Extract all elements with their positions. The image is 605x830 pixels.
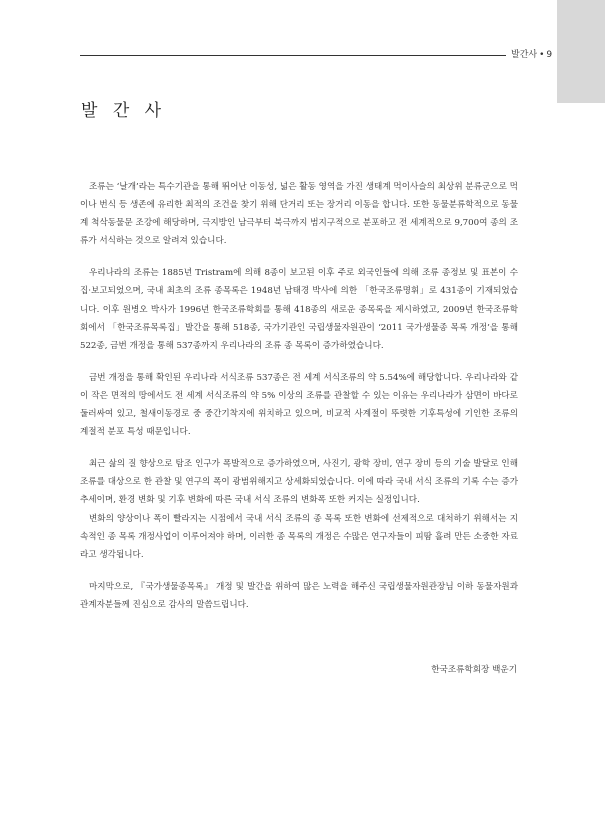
running-head (511, 47, 561, 60)
running-head-separator: • (539, 50, 545, 60)
paragraph-6: 마지막으로, 『국가생물종목록』 개정 및 발간을 위하여 많은 노력을 해주신 국립생물자원관장님 이하 동물자원과 관계자분들께 진심으로 감사의 말씀드립니다. (80, 581, 518, 610)
page-number: 9 (546, 50, 553, 60)
side-tab (557, 0, 605, 103)
paragraph-3: 금번 개정을 통해 확인된 우리나라 서식조류 537종은 전 세계 서식조류의 약 5.54%에 해당합니다. 우리나라와 같이 작은 면적의 땅에서도 전 세계 서식조류의 약 5% 이상의 조류를 관찰할 수 있는 이유는 우리나라가 삼면이 바다로 둘러싸여 있고, 철새이동경로 중 중간기착지에 위치하고 있으며, 비교적 사계절이 뚜렷한 기후특성에 기인한 조류의 계절적 분포 특성 때문입니다. (80, 372, 518, 438)
header-rule (80, 55, 506, 56)
body-text (80, 178, 518, 628)
paragraph-5: 변화의 양상이나 폭이 빨라지는 시점에서 국내 서식 조류의 종 목록 또한 변화에 선제적으로 대처하기 위해서는 지속적인 종 목록 개정사업이 이루어져야 하며, 이러한 종 목록의 개정은 수많은 연구자들이 피땀 흘려 만든 소중한 자료라고 생각됩니다. (80, 513, 518, 560)
paragraph-4: 최근 삶의 질 향상으로 탐조 인구가 폭발적으로 증가하였으며, 사진기, 광학 장비, 연구 장비 등의 기술 발달로 인해 조류를 대상으로 한 관찰 및 연구의 폭이 광범위해지고 상세화되었습니다. 이에 따라 국내 서식 조류의 기록 수는 증가 추세이며, 환경 변화 및 기후 변화에 따른 국내 서식 조류의 변화폭 또한 커지는 실정입니다. (80, 459, 518, 506)
running-head-section: 발간사 (511, 50, 538, 60)
paragraph-1: 조류는 ‘날개’라는 특수기관을 통해 뛰어난 이동성, 넓은 활동 영역을 가진 생태계 먹이사슬의 최상위 분류군으로 먹이나 번식 등 생존에 유리한 최적의 조건을 찾기 위해 단거리 또는 장거리 이동을 합니다. 또한 동물분류학적으로 동물계 척삭동물문 조강에 해당하며, 극지방인 남극부터 북극까지 범지구적으로 분포하고 전 세계적으로 9,700여 종의 조류가 서식하는 것으로 알려져 있습니다. (80, 182, 518, 247)
signature: 한국조류학회장 백운기 (431, 665, 517, 675)
page-title: 발 간 사 (81, 101, 167, 121)
paragraph-2: 우리나라의 조류는 1885년 Tristram에 의해 8종이 보고된 이후 주로 외국인들에 의해 조류 종정보 및 표본이 수집·보고되었으며, 국내 최초의 조류 종목록은 1948년 남태경 박사에 의한 「한국조류명휘」로 431종이 기재되었습니다. 이후 원병오 박사가 1996년 한국조류학회를 통해 418종의 새로운 종목록을 제시하였고, 2009년 한국조류학회에서 「한국조류목록집」발간을 통해 518종, 국가기관인 국립생물자원관이 ‘2011 국가생물종 목록 개정’을 통해 522종, 금번 개정을 통해 537종까지 우리나라의 조류 종 목록이 증가하였습니다. (80, 268, 518, 351)
